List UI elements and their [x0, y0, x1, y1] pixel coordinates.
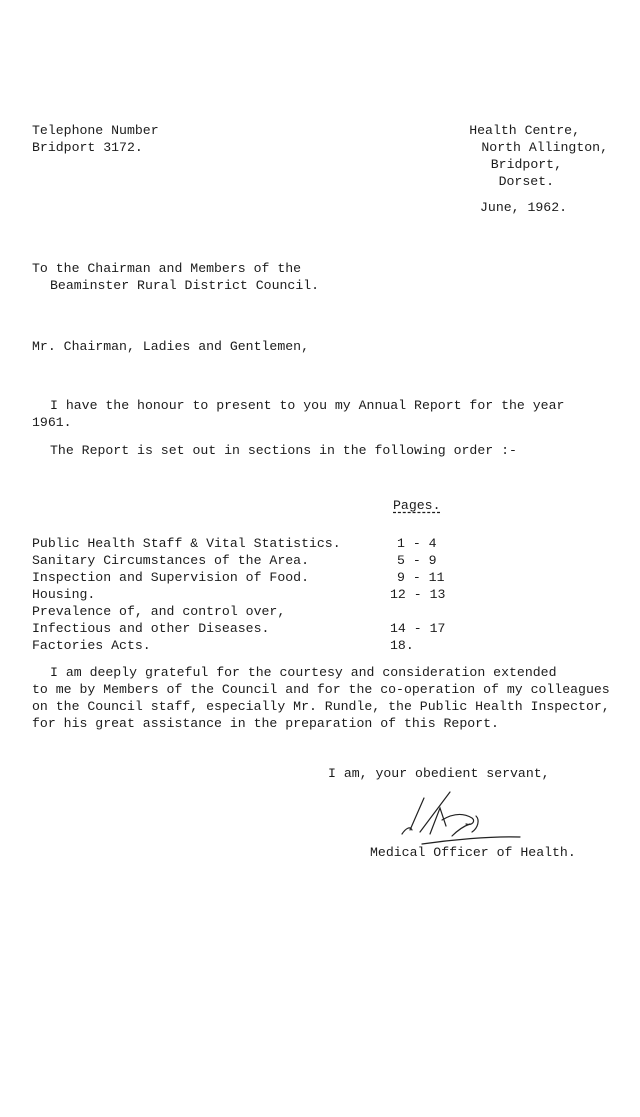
contents-topic: Inspection and Supervision of Food. — [32, 570, 309, 585]
contents-pages: 1 - 4 — [397, 536, 437, 551]
phone-number: Bridport 3172. — [32, 140, 143, 155]
salutation: Mr. Chairman, Ladies and Gentlemen, — [32, 339, 309, 354]
contents-row — [32, 637, 452, 654]
contents-row — [32, 569, 452, 586]
address-line: North Allington, — [481, 140, 608, 155]
letter-date: June, 1962. — [480, 200, 568, 215]
contents-topic: Housing. — [32, 587, 96, 602]
contents-pages: 18. — [390, 638, 414, 653]
address-block — [348, 122, 608, 190]
address-line: Bridport, — [490, 157, 562, 172]
signoff-line: I am, your obedient servant, — [328, 766, 550, 781]
address-line: Dorset. — [498, 174, 554, 189]
closing-line: to me by Members of the Council and for the co-operation of my colleagues — [32, 682, 610, 697]
closing-line: I am deeply grateful for the courtesy and consideration extended — [50, 665, 557, 680]
contents-row — [32, 620, 452, 637]
contents-row — [32, 586, 452, 603]
contents-pages: 5 - 9 — [397, 553, 437, 568]
contents-topic: Public Health Staff & Vital Statistics. — [32, 536, 341, 551]
contents-row — [32, 603, 452, 620]
pages-header: Pages. — [393, 498, 441, 513]
contents-topic: Prevalence of, and control over, — [32, 604, 286, 619]
addressee-line: Beaminster Rural District Council. — [50, 278, 320, 293]
contents-topic: Infectious and other Diseases. — [32, 621, 270, 636]
intro-line: I have the honour to present to you my Annual Report for the year — [50, 398, 565, 413]
contents-pages: 12 - 13 — [390, 587, 446, 602]
intro-line: 1961. — [32, 415, 72, 430]
signature — [380, 790, 540, 850]
contents-topic: Sanitary Circumstances of the Area. — [32, 553, 309, 568]
contents-pages: 9 - 11 — [397, 570, 445, 585]
address-line: Health Centre, — [469, 123, 580, 138]
order-line: The Report is set out in sections in the following order :- — [50, 443, 517, 458]
signatory-title: Medical Officer of Health. — [370, 845, 576, 860]
phone-label: Telephone Number — [32, 123, 159, 138]
closing-line: on the Council staff, especially Mr. Rundle, the Public Health Inspector, — [32, 699, 610, 714]
closing-line: for his great assistance in the preparation of this Report. — [32, 716, 499, 731]
contents-pages: 14 - 17 — [390, 621, 446, 636]
addressee-line: To the Chairman and Members of the — [32, 261, 302, 276]
contents-row — [32, 535, 452, 552]
contents-row — [32, 552, 452, 569]
contents-topic: Factories Acts. — [32, 638, 151, 653]
